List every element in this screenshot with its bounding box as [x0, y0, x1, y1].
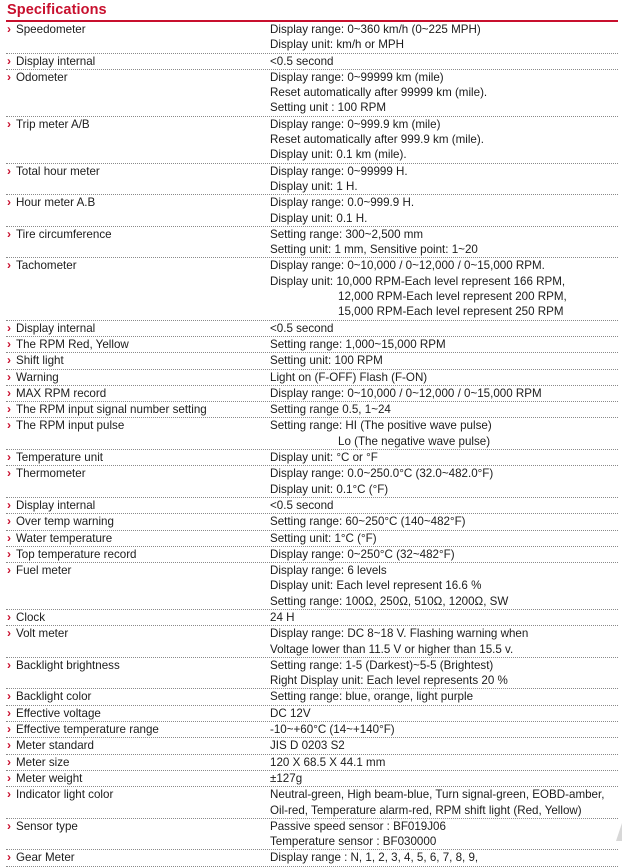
spec-row: [6, 738, 618, 754]
spec-value-line: Neutral-green, High beam-blue, Turn signal-green, EOBD-amber,: [270, 788, 605, 802]
spec-row: [6, 54, 618, 70]
bullet-arrow-icon: ›: [7, 385, 11, 400]
spec-row: [6, 117, 618, 164]
spec-label-text: Shift light: [16, 354, 64, 368]
spec-row: [6, 706, 618, 722]
spec-value-line: 15,000 RPM-Each level represent 250 RPM: [338, 305, 564, 319]
spec-label: [6, 195, 270, 226]
spec-value-line: JIS D 0203 S2: [270, 739, 345, 753]
spec-label: [6, 755, 270, 770]
spec-label-text: Tire circumference: [16, 227, 112, 241]
spec-label: [6, 722, 270, 737]
spec-values: [270, 321, 618, 336]
spec-row: [6, 563, 618, 610]
spec-label-text: The RPM input signal number setting: [16, 403, 207, 417]
spec-values: [270, 418, 618, 449]
bullet-arrow-icon: ›: [7, 226, 11, 241]
bullet-arrow-icon: ›: [7, 69, 11, 84]
spec-value-line: Lo (The negative wave pulse): [338, 434, 491, 448]
bullet-arrow-icon: ›: [7, 530, 11, 545]
spec-value-line: Setting unit: 100 RPM: [270, 354, 383, 368]
spec-value-line: Setting range 0.5, 1~24: [270, 403, 391, 417]
spec-label: [6, 117, 270, 163]
spec-value-line: Display range: 0.0~250.0°C (32.0~482.0°F): [270, 467, 494, 481]
spec-value-line: Setting unit : 100 RPM: [270, 101, 386, 115]
bullet-arrow-icon: ›: [7, 657, 11, 672]
spec-row: [6, 370, 618, 386]
spec-row: [6, 531, 618, 547]
bullet-arrow-icon: ›: [7, 402, 11, 417]
spec-values: [270, 706, 618, 721]
spec-label: [6, 610, 270, 625]
spec-label: [6, 771, 270, 786]
spec-label: [6, 689, 270, 704]
spec-values: [270, 370, 618, 385]
spec-label-text: Warning: [16, 370, 59, 384]
spec-label: [6, 787, 270, 818]
spec-value-line: 24 H: [270, 610, 295, 624]
spec-label-text: The RPM input pulse: [16, 419, 125, 433]
spec-label: [6, 353, 270, 368]
bullet-arrow-icon: ›: [7, 116, 11, 131]
spec-label-text: Over temp warning: [16, 515, 114, 529]
spec-values: [270, 689, 618, 704]
spec-value-line: Display range: 0~99999 km (mile): [270, 70, 444, 84]
spec-values: [270, 117, 618, 163]
spec-row: [6, 195, 618, 227]
spec-label-text: Volt meter: [16, 627, 69, 641]
spec-row: [6, 418, 618, 450]
bullet-arrow-icon: ›: [7, 369, 11, 384]
bullet-arrow-icon: ›: [7, 722, 11, 737]
spec-values: [270, 402, 618, 417]
bullet-arrow-icon: ›: [7, 514, 11, 529]
spec-label-text: Display internal: [16, 498, 96, 512]
spec-value-line: Setting range: 1-5 (Darkest)~5-5 (Brightest): [270, 658, 494, 672]
spec-row: [6, 819, 618, 851]
spec-label-text: Gear Meter: [16, 851, 75, 865]
bullet-arrow-icon: ›: [7, 770, 11, 785]
bullet-arrow-icon: ›: [7, 818, 11, 833]
spec-label: [6, 547, 270, 562]
spec-row: [6, 722, 618, 738]
spec-label: [6, 54, 270, 69]
spec-row: [6, 227, 618, 259]
spec-label: [6, 706, 270, 721]
bullet-arrow-icon: ›: [7, 466, 11, 481]
spec-label-text: Meter weight: [16, 771, 83, 785]
spec-values: [270, 353, 618, 368]
bullet-arrow-icon: ›: [7, 336, 11, 351]
spec-label-text: Display internal: [16, 54, 96, 68]
spec-label-text: Trip meter A/B: [16, 117, 90, 131]
spec-label: [6, 418, 270, 449]
spec-value-line: Light on (F-OFF) Flash (F-ON): [270, 370, 428, 384]
spec-row: [6, 689, 618, 705]
spec-label: [6, 850, 270, 865]
bullet-arrow-icon: ›: [7, 609, 11, 624]
spec-label-text: Top temperature record: [16, 547, 137, 561]
spec-label: [6, 658, 270, 689]
spec-value-line: Display unit: 1 H.: [270, 179, 358, 193]
spec-value-line: Setting unit: 1°C (°F): [270, 531, 377, 545]
spec-row: [6, 402, 618, 418]
spec-label: [6, 321, 270, 336]
spec-value-line: Display range: 0~10,000 / 0~12,000 / 0~15,000 RPM.: [270, 259, 545, 273]
bullet-arrow-icon: ›: [7, 754, 11, 769]
spec-value-line: Display range: 6 levels: [270, 564, 387, 578]
bullet-arrow-icon: ›: [7, 497, 11, 512]
spec-values: [270, 466, 618, 497]
spec-label: [6, 514, 270, 529]
spec-label: [6, 626, 270, 657]
spec-values: [270, 22, 618, 53]
spec-values: [270, 54, 618, 69]
spec-values: [270, 547, 618, 562]
spec-values: [270, 498, 618, 513]
spec-row: [6, 771, 618, 787]
spec-label: [6, 402, 270, 417]
spec-table: [6, 22, 618, 867]
spec-values: [270, 787, 618, 818]
spec-value-line: Setting range: 100Ω, 250Ω, 510Ω, 1200Ω, SW: [270, 594, 509, 608]
spec-values: [270, 195, 618, 226]
bullet-arrow-icon: ›: [7, 787, 11, 802]
spec-value-line: <0.5 second: [270, 498, 334, 512]
spec-label: [6, 370, 270, 385]
spec-label: [6, 738, 270, 753]
spec-row: [6, 466, 618, 498]
spec-values: [270, 819, 618, 850]
spec-value-line: Right Display unit: Each level represents 20 %: [270, 674, 508, 688]
spec-label: [6, 386, 270, 401]
spec-row: [6, 610, 618, 626]
spec-label-text: Thermometer: [16, 467, 86, 481]
bullet-arrow-icon: ›: [7, 163, 11, 178]
spec-label-text: Clock: [16, 610, 45, 624]
spec-label-text: Hour meter A.B: [16, 196, 96, 210]
spec-row: [6, 498, 618, 514]
spec-values: [270, 658, 618, 689]
spec-row: [6, 514, 618, 530]
spec-row: [6, 337, 618, 353]
spec-value-line: Setting range: 60~250°C (140~482°F): [270, 515, 466, 529]
spec-label: [6, 258, 270, 319]
spec-value-line: Oil-red, Temperature alarm-red, RPM shift light (Red, Yellow): [270, 803, 582, 817]
spec-value-line: Reset automatically after 99999 km (mile).: [270, 86, 488, 100]
spec-value-line: DC 12V: [270, 706, 311, 720]
spec-label: [6, 70, 270, 116]
spec-row: [6, 22, 618, 54]
spec-value-line: Setting range: 300~2,500 mm: [270, 227, 424, 241]
spec-values: [270, 450, 618, 465]
spec-value-line: <0.5 second: [270, 321, 334, 335]
spec-row: [6, 850, 618, 866]
spec-values: [270, 738, 618, 753]
spec-row: [6, 787, 618, 819]
bullet-arrow-icon: ›: [7, 563, 11, 578]
spec-row: [6, 70, 618, 117]
spec-label-text: Indicator light color: [16, 788, 114, 802]
spec-values: [270, 755, 618, 770]
spec-value-line: Reset automatically after 999.9 km (mile).: [270, 133, 484, 147]
spec-values: [270, 164, 618, 195]
bullet-arrow-icon: ›: [7, 450, 11, 465]
spec-value-line: ±127g: [270, 771, 303, 785]
spec-row: [6, 164, 618, 196]
spec-label-text: Odometer: [16, 70, 68, 84]
spec-value-line: Voltage lower than 11.5 V or higher than 15.5 v.: [270, 642, 514, 656]
spec-value-line: Display range: 0~10,000 / 0~12,000 / 0~15,000 RPM: [270, 386, 542, 400]
page-edge-mark: [615, 821, 623, 841]
spec-value-line: Display range: DC 8~18 V. Flashing warning when: [270, 627, 529, 641]
spec-label-text: Temperature unit: [16, 451, 103, 465]
spec-value-line: Display range: 0~360 km/h (0~225 MPH): [270, 23, 481, 36]
spec-value-line: Display range: 0.0~999.9 H.: [270, 196, 415, 210]
spec-label-text: Meter size: [16, 755, 70, 769]
spec-value-line: Display unit: Each level represent 16.6 %: [270, 579, 482, 593]
spec-values: [270, 258, 618, 319]
spec-label: [6, 819, 270, 850]
spec-label-text: MAX RPM record: [16, 386, 107, 400]
spec-value-line: Display unit: 0.1 H.: [270, 211, 368, 225]
spec-values: [270, 610, 618, 625]
spec-value-line: Display range: 0~250°C (32~482°F): [270, 547, 455, 561]
spec-values: [270, 722, 618, 737]
bullet-arrow-icon: ›: [7, 195, 11, 210]
spec-value-line: Display range : N, 1, 2, 3, 4, 5, 6, 7, 8, 9,: [270, 851, 479, 865]
spec-values: [270, 563, 618, 609]
spec-row: [6, 258, 618, 320]
spec-value-line: 120 X 68.5 X 44.1 mm: [270, 755, 386, 769]
spec-label: [6, 450, 270, 465]
spec-label-text: Speedometer: [16, 23, 86, 36]
spec-values: [270, 337, 618, 352]
spec-value-line: Display unit: °C or °F: [270, 451, 378, 465]
bullet-arrow-icon: ›: [7, 22, 11, 36]
spec-value-line: Display range: 0~99999 H.: [270, 164, 408, 178]
spec-label-text: Display internal: [16, 321, 96, 335]
spec-row: [6, 658, 618, 690]
bullet-arrow-icon: ›: [7, 626, 11, 641]
spec-value-line: -10~+60°C (14~+140°F): [270, 723, 395, 737]
spec-value-line: <0.5 second: [270, 54, 334, 68]
bullet-arrow-icon: ›: [7, 418, 11, 433]
bullet-arrow-icon: ›: [7, 689, 11, 704]
spec-label-text: Tachometer: [16, 259, 77, 273]
spec-label: [6, 337, 270, 352]
spec-values: [270, 771, 618, 786]
spec-row: [6, 626, 618, 658]
spec-label-text: Effective temperature range: [16, 723, 159, 737]
spec-row: [6, 353, 618, 369]
spec-value-line: Display unit: 0.1 km (mile).: [270, 148, 407, 162]
spec-label: [6, 563, 270, 609]
spec-label: [6, 227, 270, 258]
spec-row: [6, 321, 618, 337]
spec-label-text: Backlight brightness: [16, 658, 120, 672]
spec-values: [270, 850, 618, 865]
spec-label-text: Sensor type: [16, 819, 78, 833]
spec-value-line: Display unit: 0.1°C (°F): [270, 482, 389, 496]
spec-label-text: Fuel meter: [16, 564, 72, 578]
spec-label-text: Meter standard: [16, 739, 94, 753]
spec-label-text: Total hour meter: [16, 164, 100, 178]
spec-row: [6, 450, 618, 466]
bullet-arrow-icon: ›: [7, 738, 11, 753]
bullet-arrow-icon: ›: [7, 53, 11, 68]
spec-value-line: 12,000 RPM-Each level represent 200 RPM,: [338, 290, 567, 304]
spec-value-line: Setting unit: 1 mm, Sensitive point: 1~20: [270, 243, 478, 257]
bullet-arrow-icon: ›: [7, 705, 11, 720]
spec-label-text: Backlight color: [16, 690, 92, 704]
spec-value-line: Temperature sensor : BF030000: [270, 835, 437, 849]
spec-label: [6, 466, 270, 497]
bullet-arrow-icon: ›: [7, 320, 11, 335]
spec-value-line: Display range: 0~999.9 km (mile): [270, 117, 441, 131]
bullet-arrow-icon: ›: [7, 850, 11, 865]
spec-label: [6, 22, 270, 53]
bullet-arrow-icon: ›: [7, 258, 11, 273]
spec-value-line: Passive speed sensor : BF019J06: [270, 819, 446, 833]
spec-value-line: Setting range: blue, orange, light purple: [270, 690, 474, 704]
spec-label-text: The RPM Red, Yellow: [16, 337, 129, 351]
spec-value-line: Display unit: km/h or MPH: [270, 38, 405, 52]
spec-value-line: Setting range: 1,000~15,000 RPM: [270, 337, 446, 351]
page-title: Specifications: [7, 2, 107, 18]
spec-value-line: Setting range: HI (The positive wave pulse): [270, 419, 492, 433]
spec-values: [270, 514, 618, 529]
spec-row: [6, 386, 618, 402]
spec-values: [270, 386, 618, 401]
spec-label-text: Effective voltage: [16, 706, 101, 720]
spec-values: [270, 626, 618, 657]
spec-values: [270, 70, 618, 116]
spec-label: [6, 531, 270, 546]
spec-value-line: Display unit: 10,000 RPM-Each level represent 166 RPM,: [270, 274, 566, 288]
spec-values: [270, 227, 618, 258]
spec-label-text: Water temperature: [16, 531, 113, 545]
spec-values: [270, 531, 618, 546]
spec-row: [6, 547, 618, 563]
bullet-arrow-icon: ›: [7, 546, 11, 561]
spec-label: [6, 498, 270, 513]
spec-label: [6, 164, 270, 195]
spec-row: [6, 755, 618, 771]
bullet-arrow-icon: ›: [7, 353, 11, 368]
